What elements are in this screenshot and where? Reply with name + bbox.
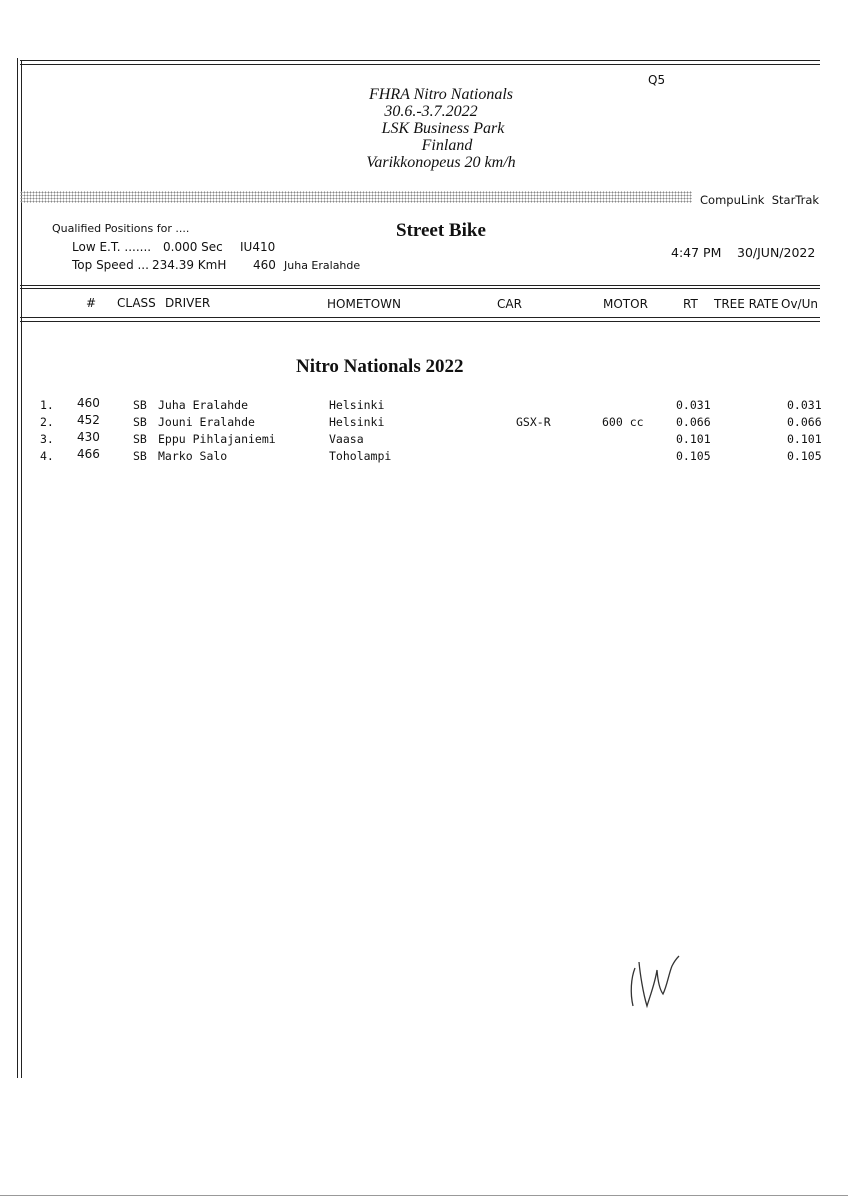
report-date: 30/JUN/2022 [737,245,816,260]
col-num: # [86,296,97,310]
col-class: CLASS [117,296,156,310]
row-class: SB [133,415,147,429]
row-rt: 0.105 [676,449,711,463]
top-speed-car: 460 [253,258,276,272]
bottom-border [0,1195,848,1196]
col-ovun: Ov/Un [781,297,818,311]
row-number: 452 [77,413,100,427]
low-et-value: 0.000 Sec [163,240,223,254]
top-speed-value: 234.39 KmH [152,258,227,272]
low-et-code: IU410 [240,240,276,254]
header-top-line [20,285,820,286]
row-number: 460 [77,396,100,410]
row-ovun: 0.101 [787,432,822,446]
left-border-2 [21,60,22,1078]
header-bottom-line [20,317,820,318]
section-title: Nitro Nationals 2022 [296,356,464,377]
col-tree-rate: TREE RATE [714,297,779,311]
row-class: SB [133,449,147,463]
row-driver: Eppu Pihlajaniemi [158,432,276,446]
row-driver: Juha Eralahde [158,398,249,412]
row-hometown: Toholampi [329,449,392,463]
event-dates: 30.6.-3.7.2022 [384,103,478,120]
dotted-band [20,191,692,203]
row-hometown: Helsinki [329,398,385,412]
row-ovun: 0.105 [787,449,822,463]
event-title: FHRA Nitro Nationals [368,86,513,103]
low-et-label: Low E.T. ....... [72,240,152,254]
row-rt: 0.101 [676,432,711,446]
report-time: 4:47 PM [671,245,722,260]
event-note: Varikkonopeus 20 km/h [366,154,516,171]
header-bottom-line-2 [20,321,820,322]
col-motor: MOTOR [603,297,648,311]
col-car: CAR [497,297,522,311]
row-class: SB [133,398,147,412]
row-motor: 600 cc [602,415,644,429]
qualified-label: Qualified Positions for .... [52,222,190,235]
row-ovun: 0.031 [787,398,822,412]
row-pos: 4. [40,449,54,463]
top-speed-label: Top Speed ... [72,258,149,272]
system-name: CompuLink StarTrak [700,193,820,207]
row-pos: 1. [40,398,54,412]
row-pos: 3. [40,432,54,446]
col-hometown: HOMETOWN [327,297,402,311]
left-border [17,58,18,1078]
row-car: GSX-R [516,415,551,429]
event-venue: LSK Business Park [381,120,505,137]
row-hometown: Helsinki [329,415,385,429]
row-ovun: 0.066 [787,415,822,429]
row-rt: 0.031 [676,398,711,412]
top-speed-driver: Juha Eralahde [284,259,361,272]
row-driver: Marko Salo [158,449,228,463]
row-pos: 2. [40,415,54,429]
top-border-2 [20,64,820,65]
event-country: Finland [421,137,473,154]
row-rt: 0.066 [676,415,711,429]
top-border [20,60,820,61]
row-hometown: Vaasa [329,432,364,446]
class-title: Street Bike [396,220,486,241]
row-number: 430 [77,430,100,444]
col-rt: RT [683,297,698,311]
col-driver: DRIVER [165,296,211,310]
session-code: Q5 [648,73,666,87]
row-class: SB [133,432,147,446]
signature [625,948,685,1014]
header-top-line-2 [20,288,820,289]
row-number: 466 [77,447,100,461]
row-driver: Jouni Eralahde [158,415,255,429]
